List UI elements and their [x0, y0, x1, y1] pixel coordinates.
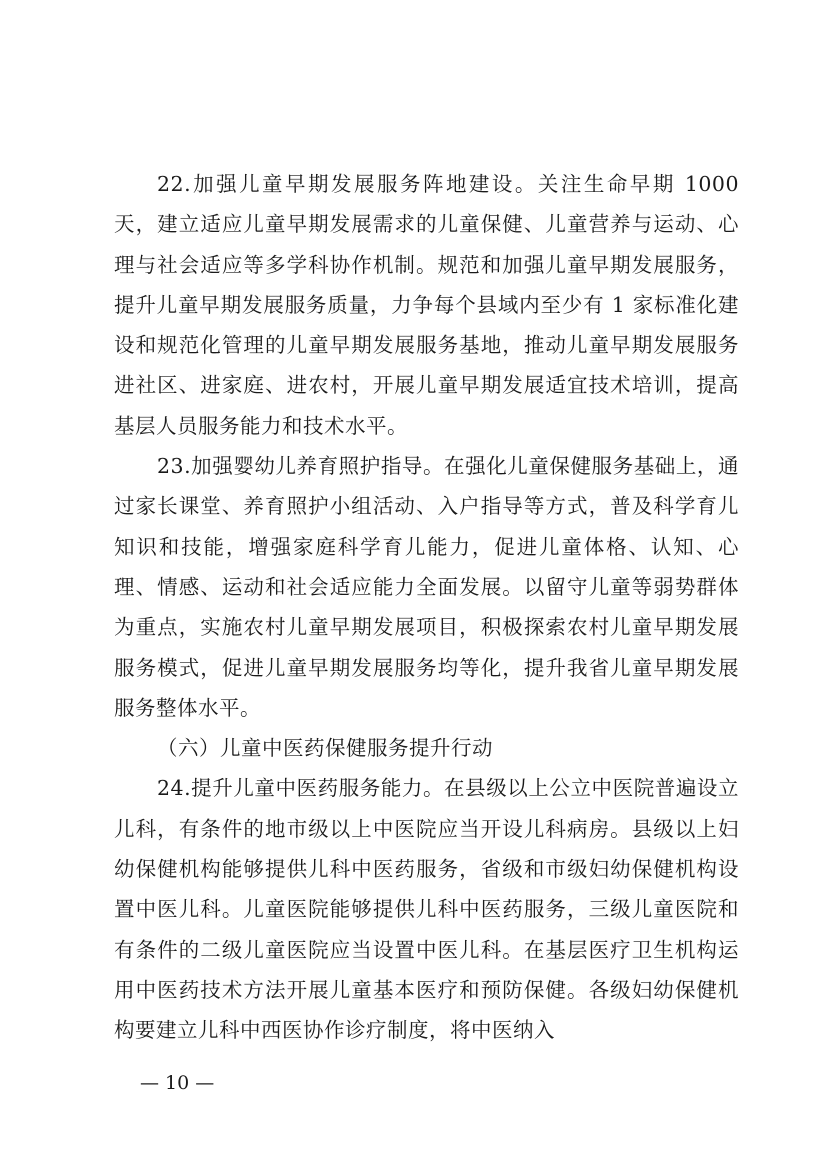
paragraph-23: 23.加强婴幼儿养育照护指导。在强化儿童保健服务基础上，通过家长课堂、养育照护小组活动、入户指导等方式，普及科学育儿知识和技能，增强家庭科学育儿能力，促进儿童体格、认知、心理、情感、运动和社会适应能力全面发展。以留守儿童等弱势群体为重点，实施农村儿童早期发展项目，积极探索农村儿童早期发展服务模式，促进儿童早期发展服务均等化，提升我省儿童早期发展服务整体水平。 [114, 454, 739, 720]
section-heading: （六）儿童中医药保健服务提升行动 [157, 736, 493, 761]
paragraph-24: 24.提升儿童中医药服务能力。在县级以上公立中医院普遍设立儿科，有条件的地市级以上中医院应当开设儿科病房。县级以上妇幼保健机构能够提供儿科中医药服务，省级和市级妇幼保健机构设置中医儿科。儿童医院能够提供儿科中医药服务，三级儿童医院和有条件的二级儿童医院应当设置中医儿科。在基层医疗卫生机构运用中医药技术方法开展儿童基本医疗和预防保健。各级妇幼保健机构要建立儿科中西医协作诊疗制度，将中医纳入 [114, 776, 739, 1043]
paragraph-22: 22.加强儿童早期发展服务阵地建设。关注生命早期 1000 天，建立适应儿童早期发展需求的儿童保健、儿童营养与运动、心理与社会适应等多学科协作机制。规范和加强儿童早期发展服务，提升儿童早期发展服务质量，力争每个县域内至少有 1 家标准化建设和规范化管理的儿童早期发展服务基地，推动儿童早期发展服务进社区、进家庭、进农村，开展儿童早期发展适宜技术培训，提高基层人员服务能力和技术水平。 [114, 172, 739, 438]
page-number: — 10 — [140, 1072, 215, 1094]
document-body [114, 164, 739, 1051]
